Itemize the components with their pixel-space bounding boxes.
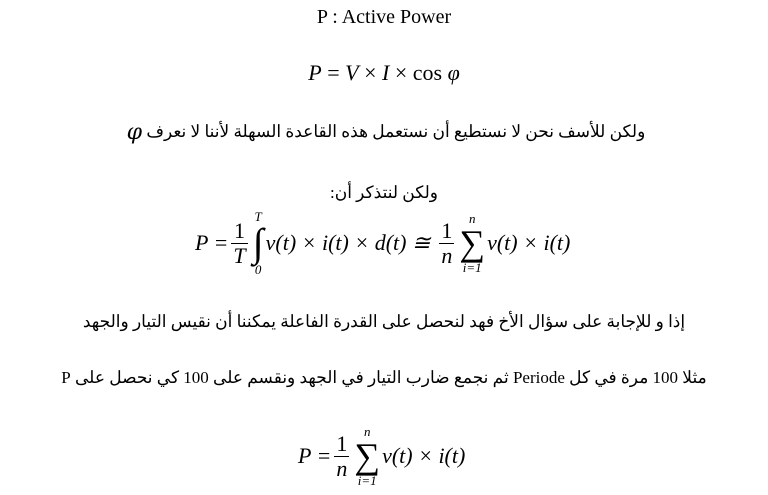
sum-formula-symbol: ∑ — [354, 436, 381, 476]
fraction-numerator: 1 — [234, 218, 246, 244]
active-power-formula — [0, 60, 768, 86]
formula-cos: cos — [412, 60, 443, 85]
fraction2-denominator: n — [441, 242, 453, 268]
sum-lower-limit: i=1 — [462, 260, 482, 275]
formula-phi: φ — [447, 60, 460, 85]
paragraph-cannot-use-rule — [0, 120, 768, 145]
integral-upper-limit: T — [254, 209, 262, 224]
sum-upper-limit: n — [468, 211, 476, 226]
sum-formula-upper: n — [363, 424, 371, 439]
sum-symbol: ∑ — [459, 223, 486, 263]
fraction2-numerator: 1 — [441, 218, 453, 244]
formula-p: P — [308, 60, 322, 85]
integral-lower-limit: 0 — [254, 262, 262, 277]
summand: v(t) × i(t) — [487, 230, 571, 255]
formula-times-1: × — [364, 60, 377, 85]
formula-times-2: × — [394, 60, 408, 85]
sum-formula-fraction — [334, 432, 349, 479]
sum-formula-lower: i=1 — [357, 473, 377, 488]
page-title: P : Active Power — [316, 6, 452, 28]
paragraph-remember: ولكن لنتذكر أن: — [330, 183, 438, 202]
sum-operator — [459, 212, 485, 274]
formula-i: I — [382, 60, 390, 85]
integral-operator — [253, 210, 264, 276]
integrand: v(t) × i(t) × d(t) ≅ — [265, 230, 431, 255]
integral-lhs: P = — [195, 230, 229, 255]
paragraph-example: مثلا 100 مرة في كل Periode ثم نجمع ضارب التيار في الجهد ونقسم على 100 كي نحصل على P — [61, 368, 707, 387]
integral-symbol: ∫ — [252, 220, 264, 265]
sum-formula — [298, 425, 465, 487]
sum-formula-denominator: n — [336, 455, 348, 481]
fraction-one-over-t — [231, 219, 247, 266]
formula-v: V — [345, 60, 359, 85]
paragraph-answer: إذا و للإجابة على سؤال الأخ فهد لنحصل على القدرة الفاعلة يمكننا أن نقيس التيار والجهد — [82, 312, 686, 331]
paragraph-text: ولكن للأسف نحن لا نستطيع أن نستعمل هذه القاعدة السهلة لأننا لا نعرف — [146, 122, 646, 141]
integral-formula — [195, 210, 570, 276]
sum-formula-lhs: P = — [298, 443, 332, 468]
fraction-denominator: T — [233, 242, 246, 268]
formula-equals: = — [327, 60, 340, 85]
sum-formula-operator — [354, 425, 380, 487]
phi-symbol: φ — [126, 120, 143, 145]
sum-formula-summand: v(t) × i(t) — [382, 443, 466, 468]
sum-formula-numerator: 1 — [336, 431, 348, 457]
fraction-one-over-n — [439, 219, 454, 266]
